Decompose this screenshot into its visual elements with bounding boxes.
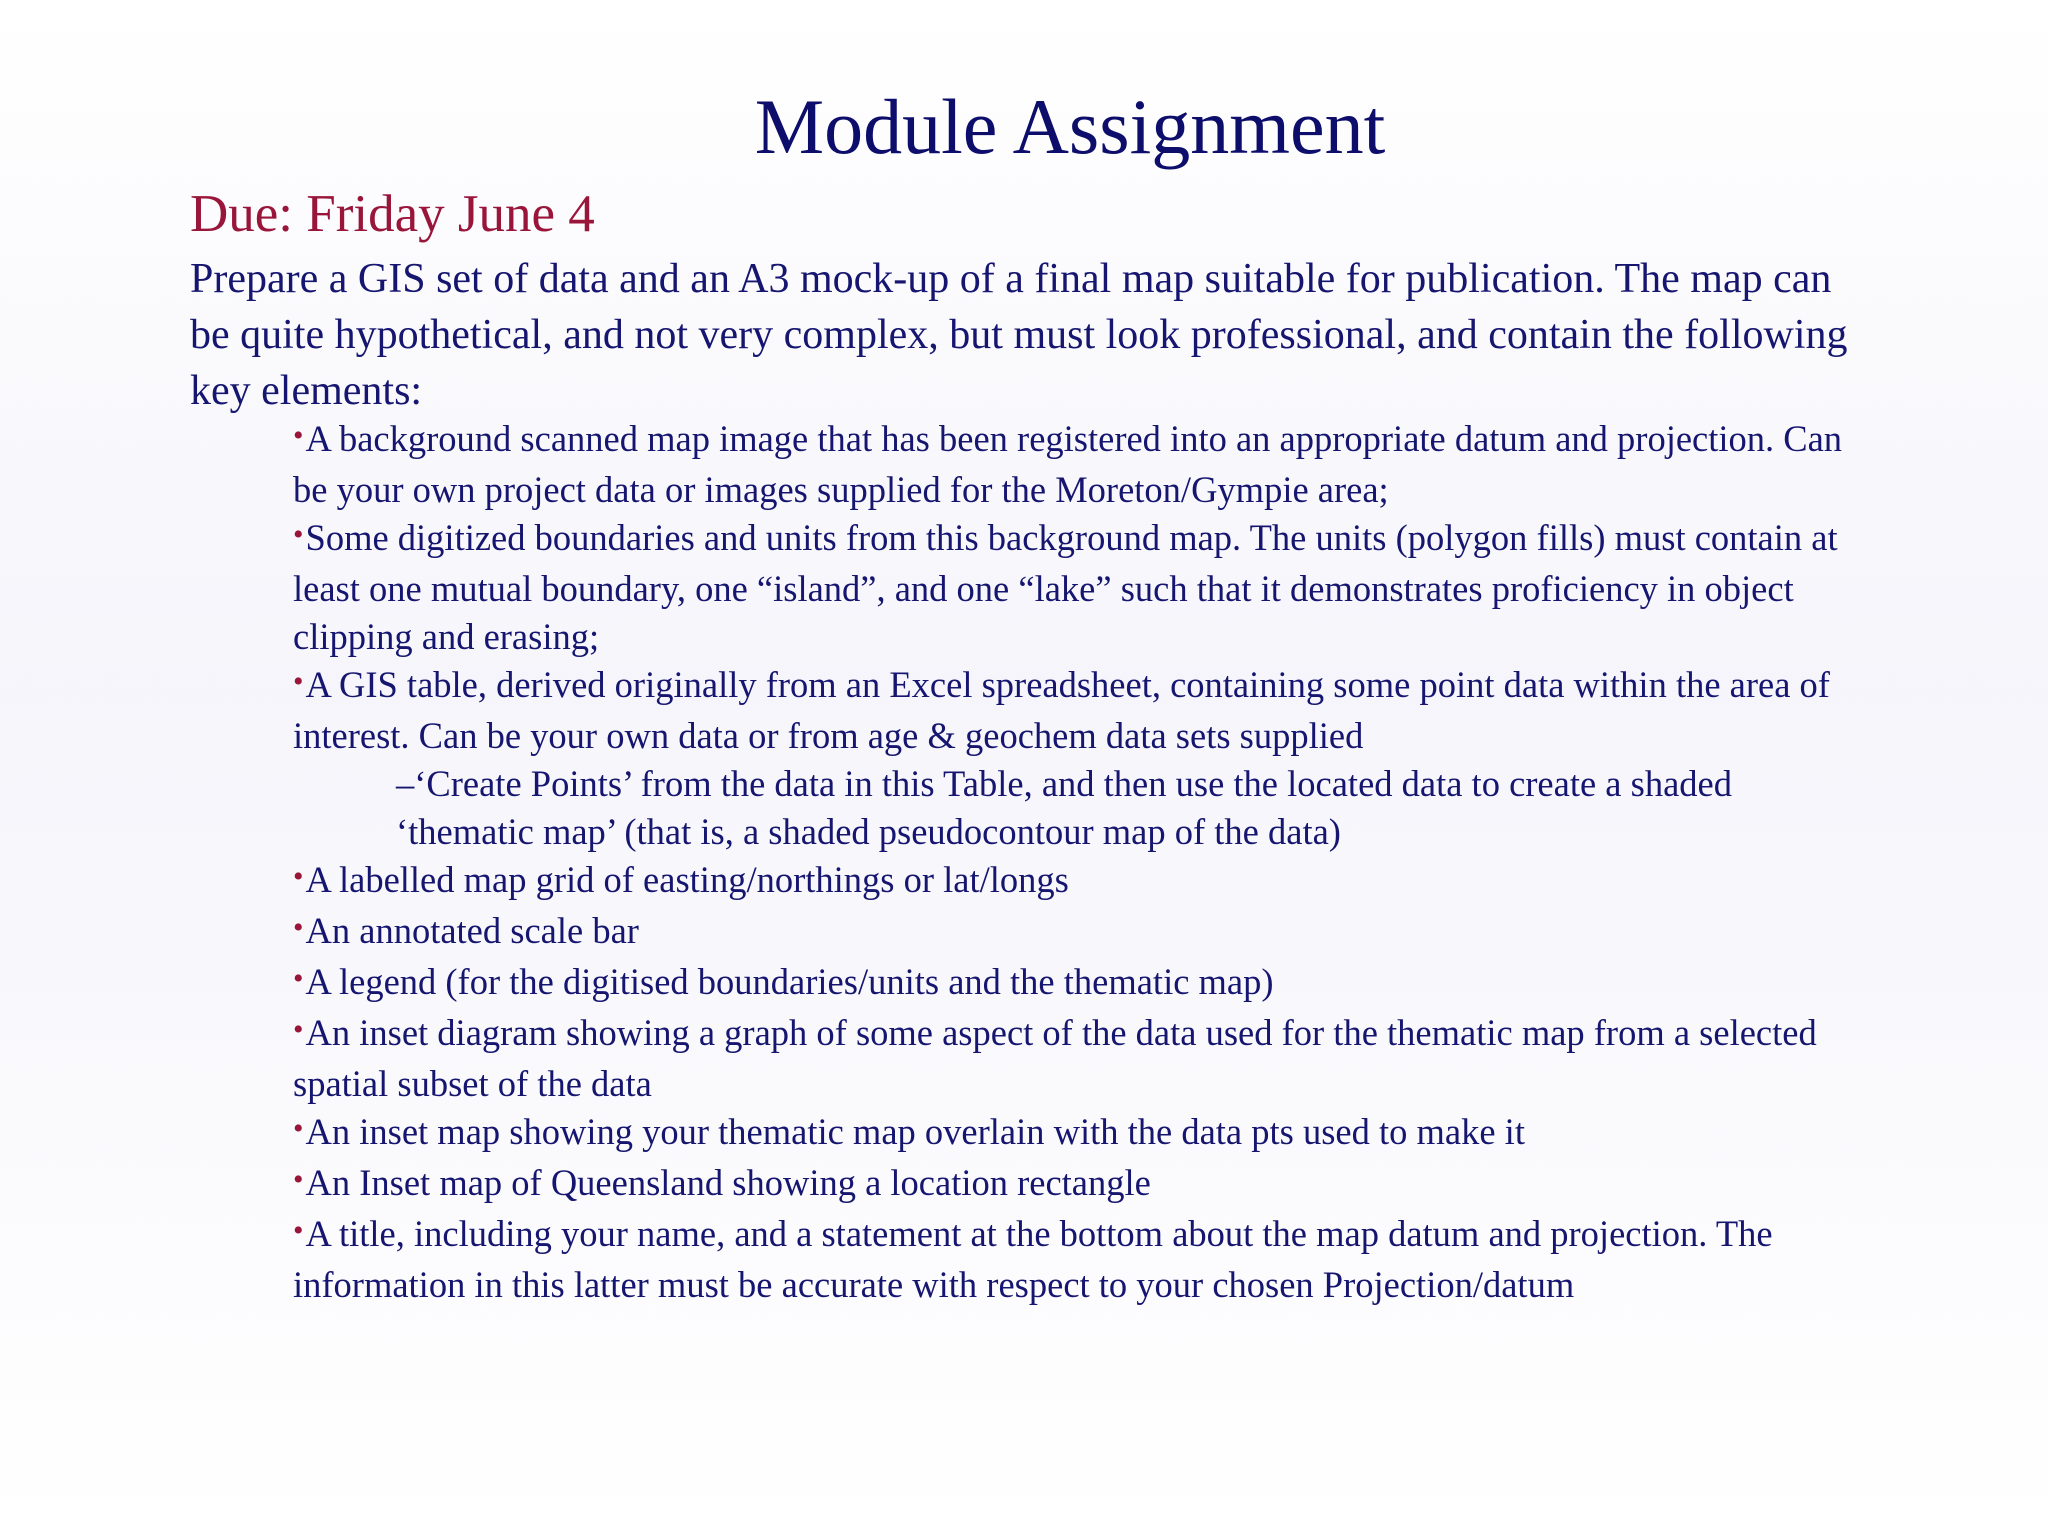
list-item-text: A title, including your name, and a statement at the bottom about the map datum and projection. The information in this latter must be accurate with respect to your chosen Projection/datum: [293, 1213, 1773, 1305]
list-item-text: An inset diagram showing a graph of some aspect of the data used for the thematic map from a selected spatial subset of the data: [293, 1012, 1817, 1104]
list-item: [293, 514, 1863, 661]
sub-list-item: [293, 760, 1863, 856]
list-item: [293, 661, 1863, 760]
bullet-icon: •: [293, 911, 304, 944]
list-item: [293, 1108, 1863, 1159]
list-item: [293, 907, 1863, 958]
list-item: [293, 1159, 1863, 1210]
list-item-text: A GIS table, derived originally from an Excel spreadsheet, containing some point data within the area of interest. Can be your own data or from age & geochem data sets supplied: [293, 664, 1830, 756]
list-item: [293, 1009, 1863, 1108]
list-item: [293, 415, 1863, 514]
list-item-text: An annotated scale bar: [305, 910, 639, 951]
due-date: Due: Friday June 4: [190, 185, 595, 243]
list-item-text: An Inset map of Queensland showing a location rectangle: [305, 1162, 1151, 1203]
slide-title: Module Assignment: [754, 83, 1386, 170]
sub-list-item-text: –‘Create Points’ from the data in this Table, and then use the located data to create a shaded ‘thematic map’ (that is, a shaded pseudocontour map of the data): [396, 763, 1732, 852]
list-item: [293, 1210, 1863, 1309]
bullet-icon: •: [293, 962, 304, 995]
bullet-icon: •: [293, 1112, 304, 1145]
list-item-text: A legend (for the digitised boundaries/units and the thematic map): [305, 961, 1274, 1002]
list-item-text: Some digitized boundaries and units from this background map. The units (polygon fills) must contain at least one mutual boundary, one “island”, and one “lake” such that it demonstrates proficiency in object clipping and erasing;: [293, 517, 1838, 657]
bullet-icon: •: [293, 518, 304, 551]
bullet-icon: •: [293, 419, 304, 452]
bullet-icon: •: [293, 1163, 304, 1196]
list-item-text: A background scanned map image that has been registered into an appropriate datum and projection. Can be your own project data or images supplied for the Moreton/Gympie area;: [293, 418, 1843, 510]
bullet-icon: •: [293, 1013, 304, 1046]
bullet-icon: •: [293, 665, 304, 698]
list-item-text: A labelled map grid of easting/northings or lat/longs: [305, 859, 1069, 900]
requirements-list: [293, 415, 1863, 1309]
list-item: [293, 958, 1863, 1009]
list-item: [293, 856, 1863, 907]
bullet-icon: •: [293, 860, 304, 893]
list-item-text: An inset map showing your thematic map overlain with the data pts used to make it: [305, 1111, 1525, 1152]
intro-paragraph: Prepare a GIS set of data and an A3 mock-up of a final map suitable for publication. The map can be quite hypothetical, and not very complex, but must look professional, and contain the following key elements:: [190, 256, 1848, 414]
bullet-icon: •: [293, 1214, 304, 1247]
